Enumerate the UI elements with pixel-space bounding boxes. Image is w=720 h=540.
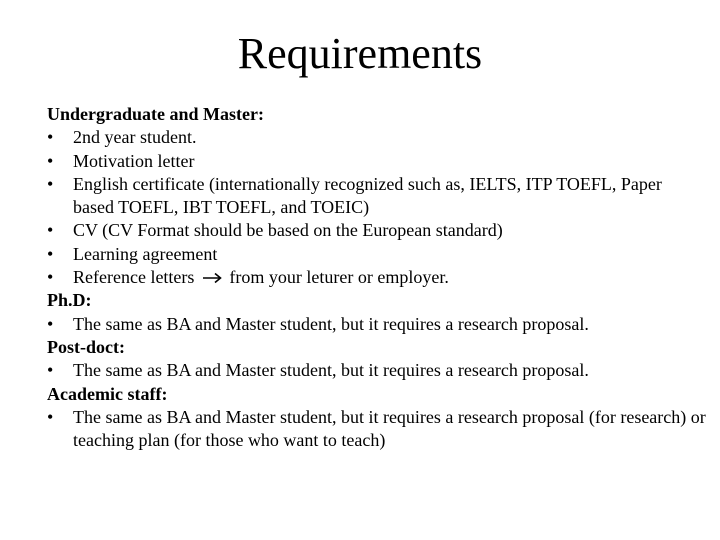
list-item (47, 313, 707, 336)
slide-content (47, 103, 707, 452)
list-item-text: from your leturer or employer. (229, 267, 449, 288)
bullet-icon: • (47, 267, 54, 288)
list-item-text: 2nd year student. (73, 127, 197, 148)
list-item-reference-letters (47, 266, 707, 289)
bullet-icon: • (47, 406, 54, 427)
bullet-icon: • (47, 127, 54, 148)
requirement-list (47, 313, 707, 336)
bullet-icon: • (47, 243, 54, 264)
bullet-icon: • (47, 360, 54, 381)
section-post-doct (47, 336, 707, 383)
list-item-text: The same as BA and Master student, but it requires a research proposal. (73, 360, 589, 381)
list-item (47, 150, 707, 173)
bullet-icon: • (47, 220, 54, 241)
requirement-list (47, 359, 707, 382)
arrow-right-icon (199, 266, 225, 289)
list-item-text: The same as BA and Master student, but it requires a research proposal. (73, 313, 589, 334)
bullet-icon: • (47, 150, 54, 171)
section-academic-staff (47, 383, 707, 453)
list-item-text: Reference letters (73, 267, 195, 288)
list-item-text: English certificate (internationally recognized such as, IELTS, ITP TOEFL, Paper based TOEFL, IBT TOEFL, and TOEIC) (73, 173, 662, 218)
section-heading: Undergraduate and Master: (47, 104, 264, 124)
requirement-list (47, 406, 707, 453)
list-item (47, 243, 707, 266)
list-item (47, 219, 707, 242)
list-item-text: The same as BA and Master student, but it requires a research proposal (for research) or teaching plan (for those who want to teach) (73, 406, 706, 451)
list-item-text: CV (CV Format should be based on the European standard) (73, 220, 503, 241)
section-heading: Academic staff: (47, 383, 168, 404)
section-phd (47, 289, 707, 336)
section-heading: Post-doct: (47, 336, 125, 357)
list-item-text: Learning agreement (73, 243, 218, 264)
section-undergraduate-master (47, 103, 707, 289)
list-item-text: Motivation letter (73, 150, 195, 171)
slide-title: Requirements (237, 29, 483, 78)
list-item (47, 359, 707, 382)
section-heading: Ph.D: (47, 290, 92, 311)
bullet-icon: • (47, 173, 54, 194)
list-item (47, 173, 707, 220)
requirement-list (47, 126, 707, 289)
bullet-icon: • (47, 313, 54, 334)
list-item (47, 406, 707, 453)
list-item (47, 126, 707, 149)
